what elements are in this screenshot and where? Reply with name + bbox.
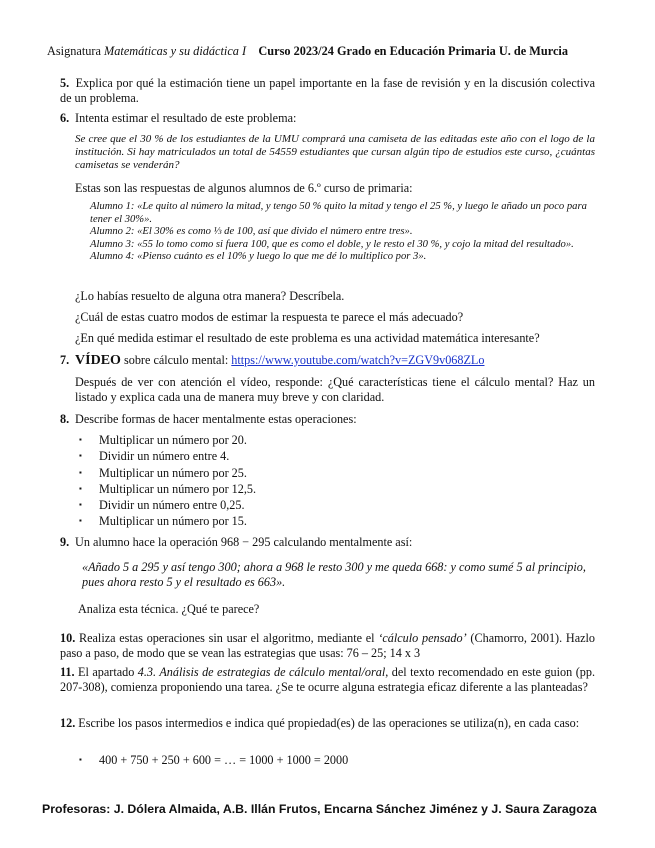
question-number: 12. bbox=[60, 716, 76, 730]
question-number: 6. bbox=[60, 111, 70, 125]
follow-up-question: ¿Lo habías resuelto de alguna otra manera? Descríbela. bbox=[75, 289, 345, 303]
question-10 bbox=[60, 631, 595, 661]
student-quote: «Añado 5 a 295 y así tengo 300; ahora a 968 le resto 300 y me queda 668: y como sumé 5 al principio, pues ahora resto 5 y el resultado es 663». bbox=[82, 560, 586, 589]
page-footer: Profesoras: J. Dólera Almaida, A.B. Illán Frutos, Encarna Sánchez Jiménez y J. Saura Zaragoza bbox=[42, 802, 597, 816]
question-number: 11. bbox=[60, 665, 75, 679]
list-item: ▪ Multiplicar un número por 20. bbox=[75, 432, 256, 448]
list-item: ▪ Dividir un número entre 0,25. bbox=[75, 497, 256, 513]
student-answer: Alumno 4: «Pienso cuánto es el 10% y luego lo que me dé lo multiplico por 3». bbox=[90, 251, 427, 263]
question-number: 5. bbox=[60, 76, 70, 90]
list-item: ▪ Multiplicar un número por 15. bbox=[75, 513, 256, 529]
question-text: Escribe los pasos intermedios e indica qué propiedad(es) de las operaciones se utiliza(n), en cada caso: bbox=[78, 716, 580, 730]
student-answer: Alumno 3: «55 lo tomo como si fuera 100, que es como el doble, y le resto el 30 %, y cojo la mitad del resultado». bbox=[90, 238, 574, 250]
question-number: 10. bbox=[60, 631, 76, 645]
operations-list bbox=[75, 432, 256, 530]
question-5 bbox=[60, 76, 595, 106]
student-answers bbox=[90, 201, 595, 264]
question-text: Explica por qué la estimación tiene un papel importante en la fase de revisión y en la discusión colectiva de un problema. bbox=[60, 76, 596, 105]
question-text-italic: ‘cálculo pensado’ bbox=[378, 631, 467, 645]
question-6 bbox=[60, 111, 595, 126]
question-number: 9. bbox=[60, 535, 70, 549]
list-item: ▪ Multiplicar un número por 12,5. bbox=[75, 481, 256, 497]
question-number: 8. bbox=[60, 412, 70, 426]
question-7 bbox=[60, 353, 595, 369]
course-info: Curso 2023/24 Grado en Educación Primaria U. de Murcia bbox=[258, 44, 568, 58]
page-header bbox=[47, 44, 617, 59]
question-12 bbox=[60, 716, 595, 731]
list-item: ▪ Dividir un número entre 4. bbox=[75, 448, 256, 464]
question-9 bbox=[60, 535, 595, 550]
question-text-italic: 4.3. Análisis de estrategias de cálculo mental/oral bbox=[137, 665, 386, 679]
subject-name: Matemáticas y su didáctica I bbox=[104, 44, 247, 58]
question-text: Realiza estas operaciones sin usar el algoritmo, mediante el bbox=[78, 631, 379, 645]
problem-statement: Se cree que el 30 % de los estudiantes de la UMU comprará una camiseta de las editadas este año con el logo de la institución. Si hay matriculados un total de 54559 estudiantes que cursan algún tipo de estudios este curso, ¿cuántas camisetas se venderán? bbox=[75, 133, 595, 171]
steps-list bbox=[75, 752, 348, 768]
video-link[interactable]: https://www.youtube.com/watch?v=ZGV9v068ZLo bbox=[231, 353, 485, 367]
answers-intro: Estas son las respuestas de algunos alumnos de 6.º curso de primaria: bbox=[75, 181, 413, 195]
student-answer: Alumno 2: «El 30% es como ⅓ de 100, así que divido el número entre tres». bbox=[90, 226, 413, 238]
question-text: Describe formas de hacer mentalmente estas operaciones: bbox=[75, 412, 357, 426]
subject-prefix: Asignatura bbox=[47, 44, 105, 58]
question-text: , del texto recomendado en este guion (pp. 207-308), comienza proponiendo una tarea. ¿Se te ocurre alguna estrategia eficaz diferente a las planteadas? bbox=[60, 665, 595, 694]
question-11 bbox=[60, 665, 595, 695]
list-item: ▪ Multiplicar un número por 25. bbox=[75, 465, 256, 481]
student-answer: Alumno 1: «Le quito al número la mitad, y tengo 50 % quito la mitad y tengo el 25 %, y luego le añado un poco para tener el 30%». bbox=[90, 201, 587, 225]
question-text: Un alumno hace la operación 968 − 295 calculando mentalmente así: bbox=[75, 535, 413, 549]
video-label: VÍDEO bbox=[75, 353, 121, 368]
analysis-prompt: Analiza esta técnica. ¿Qué te parece? bbox=[78, 602, 260, 616]
question-text: sobre cálculo mental: bbox=[120, 353, 232, 367]
question-text: Intenta estimar el resultado de este problema: bbox=[75, 111, 297, 125]
question-text: (Chamorro, 2001). Hazlo paso a paso, de modo que se vean las estrategias que usas: 76 – 25; 14 x 3 bbox=[60, 631, 595, 660]
question-8 bbox=[60, 412, 595, 427]
question-text: El apartado bbox=[78, 665, 138, 679]
video-task: Después de ver con atención el vídeo, responde: ¿Qué características tiene el cálculo mental? Haz un listado y explica cada una de manera muy breve y con claridad. bbox=[75, 375, 595, 404]
follow-up-question: ¿Cuál de estas cuatro modos de estimar la respuesta te parece el más adecuado? bbox=[75, 310, 464, 324]
follow-up-question: ¿En qué medida estimar el resultado de este problema es una actividad matemática interesante? bbox=[75, 331, 540, 345]
question-number: 7. bbox=[60, 353, 70, 367]
list-item: ▪ 400 + 750 + 250 + 600 = … = 1000 + 1000 = 2000 bbox=[75, 752, 348, 768]
